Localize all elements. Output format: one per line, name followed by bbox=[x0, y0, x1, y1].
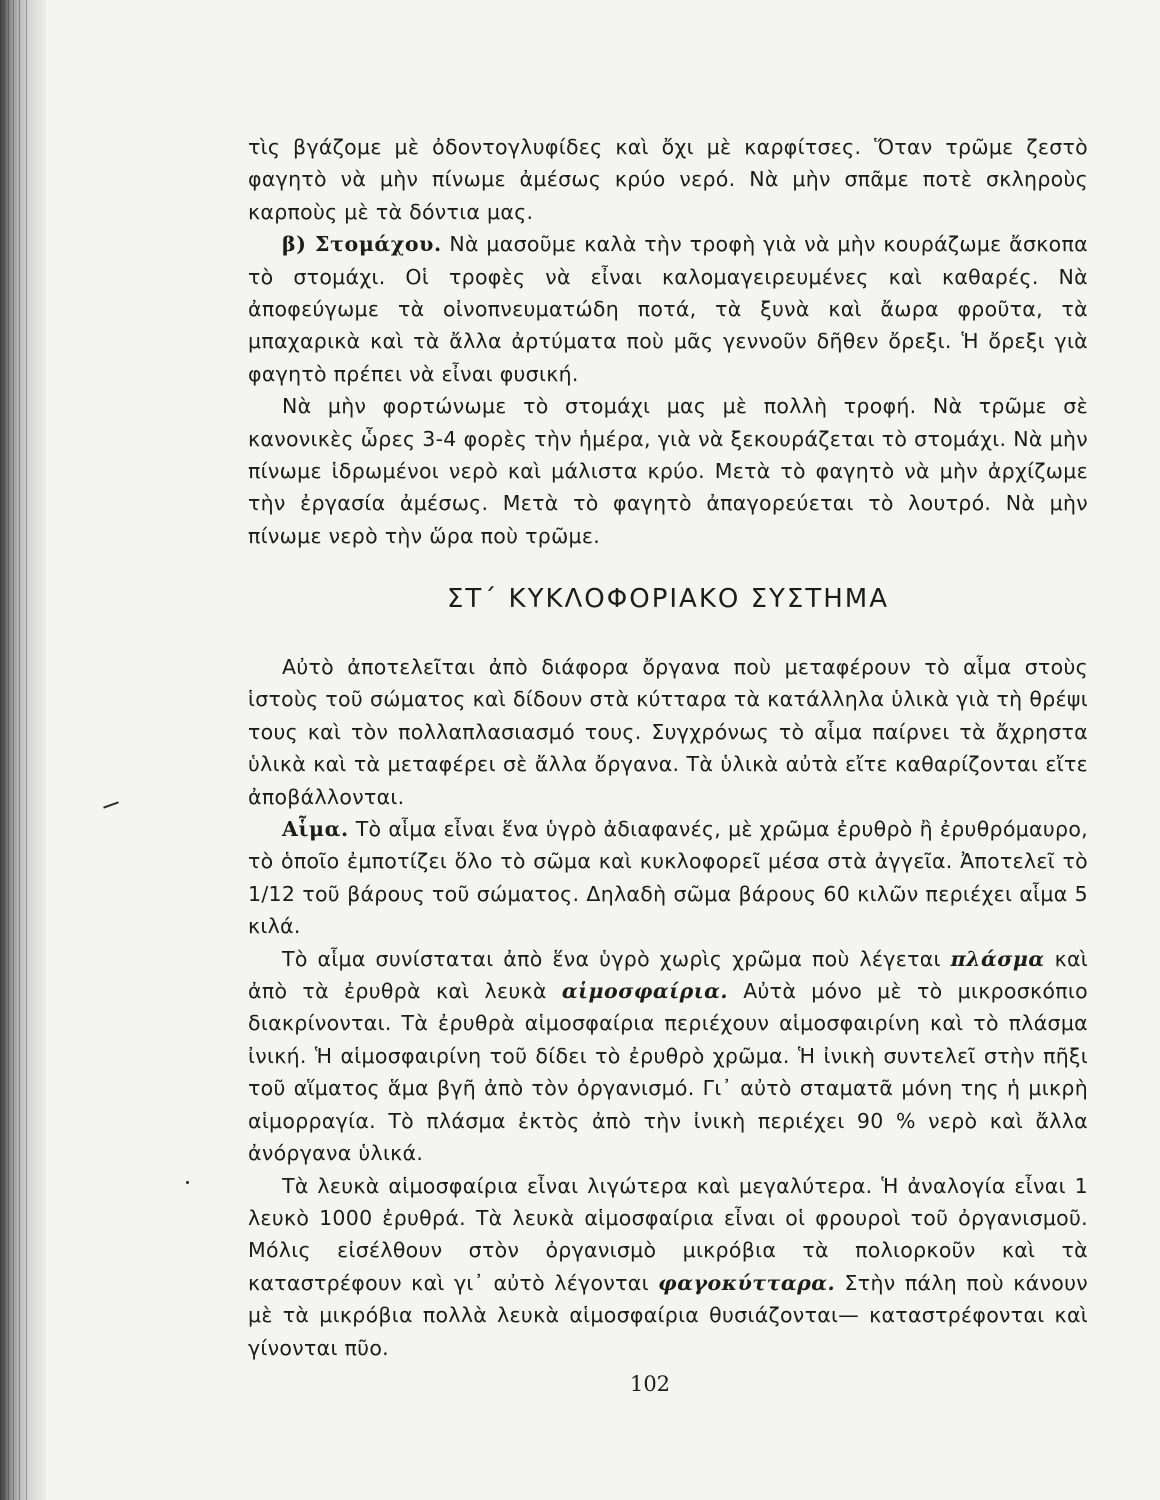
term-phagocytes: φαγοκύτταρα. bbox=[658, 1270, 836, 1295]
plasma-text-a: Τὸ αἷμα συνίσταται ἀπὸ ἕνα ὑγρὸ χωρὶς χρῶμα ποὺ λέγεται bbox=[282, 946, 941, 971]
paragraph-teeth-end: τὶς βγάζομε μὲ ὀδοντογλυφίδες καὶ ὄχι μὲ καρφίτσες. Ὅταν τρῶμε ζεστὸ φαγητὸ νὰ μὴν πίνωμε ἀμέσως κρύο νερό. Νὰ μὴν σπᾶμε ποτὲ σκληροὺς καρποὺς μὲ τὰ δόντια μας. bbox=[248, 135, 1088, 224]
page-number: 102 bbox=[629, 1372, 671, 1396]
term-plasma: πλάσμα bbox=[950, 946, 1045, 971]
top-text-block bbox=[248, 131, 1088, 552]
margin-dot bbox=[186, 1181, 189, 1184]
paragraph-blood bbox=[248, 813, 1088, 943]
white-cells-text-b: Στὴν πάλη ποὺ κάνουν μὲ τὰ μικρόβια πολλὰ λευκὰ αἱμοσφαίρια θυσιάζονται— καταστρέφονται καὶ γίνονται πῦο. bbox=[248, 1270, 1089, 1360]
margin-mark bbox=[103, 801, 119, 808]
blood-heading: Αἷμα. bbox=[282, 817, 349, 842]
paragraph-stomach-load: Νὰ μὴν φορτώνωμε τὸ στομάχι μας μὲ πολλὴ τροφή. Νὰ τρῶμε σὲ κανονικὲς ὧρες 3-4 φορὲς τὴν ἡμέρα, γιὰ νὰ ξεκουράζεται τὸ στομάχι. Νὰ μὴν πίνωμε ἱδρωμένοι νερὸ καὶ μάλιστα κρύο. Μετὰ τὸ φαγητὸ νὰ μὴν ἀρχίζωμε τὴν ἐργασία ἀμέσως. Μετὰ τὸ φαγητὸ ἀπαγορεύεται τὸ λουτρό. Νὰ μὴν πίνωμε νερὸ τὴν ὥρα ποὺ τρῶμε. bbox=[248, 394, 1088, 548]
stomach-heading: β) Στομάχου. bbox=[282, 232, 442, 257]
stomach-text: Νὰ μασοῦμε καλὰ τὴν τροφὴ γιὰ νὰ μὴν κουράζωμε ἄσκοπα τὸ στομάχι. Οἱ τροφὲς νὰ εἶναι καλομαγειρευμένες καὶ καθαρές. Νὰ ἀποφεύγωμε τὰ οἰνοπνευματώδη ποτά, τὰ ξυνὰ καὶ ἄωρα φροῦτα, τὰ μπαχαρικὰ καὶ τὰ ἄλλα ἀρτύματα ποὺ μᾶς γεννοῦν δῆθεν ὄρεξι. Ἡ ὄρεξι γιὰ φαγητὸ πρέπει νὰ εἶναι φυσική. bbox=[248, 232, 1088, 386]
plasma-text-c: Αὐτὰ μόνο μὲ τὸ μικροσκόπιο διακρίνονται. Τὰ ἐρυθρὰ αἱμοσφαίρια περιέχουν αἱμοσφαιρίνη καὶ τὸ πλάσμα ἰνική. Ἡ αἱμοσφαιρίνη τοῦ δίδει τὸ ἐρυθρὸ χρῶμα. Ἡ ἰνικὴ συντελεῖ στὴν πῆξι τοῦ αἵματος ἅμα βγῆ ἀπὸ τὸν ὀργανισμό. Γι᾽ αὐτὸ σταματᾶ μόνη της ἡ μικρὴ αἱμορραγία. Τὸ πλάσμα ἐκτὸς ἀπὸ τὴν ἰνικὴ περιέχει 90 % νερὸ καὶ ἄλλα ἀνόργανα ὑλικά. bbox=[248, 979, 1088, 1166]
white-cells-text-a: Τὰ λευκὰ αἱμοσφαίρια εἶναι λιγώτερα καὶ μεγαλύτερα. Ἡ ἀναλογία εἶναι 1 λευκὸ 1000 ἐρυθρά. Τὰ λευκὰ αἱμοσφαίρια εἶναι οἱ φρουροὶ τοῦ ὀργανισμοῦ. Μόλις εἰσέλθουν στὸν ὀργανισμὸ μικρόβια τὰ πολιορκοῦν καὶ τὰ καταστρέφουν καὶ γι᾽ αὐτὸ λέγονται bbox=[248, 1173, 1088, 1295]
book-binding-edge bbox=[0, 0, 46, 1500]
paragraph-white-cells bbox=[248, 1170, 1088, 1364]
term-blood-cells: αἱμοσφαίρια. bbox=[561, 979, 729, 1004]
paragraph-circulatory-intro: Αὐτὸ ἀποτελεῖται ἀπὸ διάφορα ὄργανα ποὺ μεταφέρουν τὸ αἷμα στοὺς ἱστοὺς τοῦ σώματος καὶ δίδουν στὰ κύτταρα τὰ κατάλληλα ὑλικὰ γιὰ τὴ θρέψι τους καὶ τὸν πολλαπλασιασμό τους. Συγχρόνως τὸ αἷμα παίρνει τὰ ἄχρηστα ὑλικὰ καὶ τὰ μεταφέρει σὲ ἄλλα ὄργανα. Τὰ ὑλικὰ αὐτὰ εἴτε καθαρίζονται εἴτε ἀποβάλλονται. bbox=[248, 655, 1088, 809]
plasma-text-b: καὶ ἀπὸ τὰ ἐρυθρὰ καὶ λευκὰ bbox=[248, 946, 1088, 1004]
paragraph-plasma bbox=[248, 943, 1088, 1170]
blood-text: Τὸ αἷμα εἶναι ἕνα ὑγρὸ ἀδιαφανές, μὲ χρῶμα ἐρυθρὸ ἢ ἐρυθρόμαυρο, τὸ ὁποῖο ἐμποτίζει ὅλο τὸ σῶμα καὶ κυκλοφορεῖ μέσα στὰ ἀγγεῖα. Ἀποτελεῖ τὸ 1/12 τοῦ βάρους τοῦ σώματος. Δηλαδὴ σῶμα βάρους 60 κιλῶν περιέχει αἷμα 5 κιλά. bbox=[248, 817, 1088, 939]
bottom-text-block bbox=[248, 651, 1088, 1364]
section-heading: ΣΤ΄ ΚΥΚΛΟΦΟΡΙΑΚΟ ΣΥΣΤΗΜΑ bbox=[446, 584, 890, 614]
paragraph-stomach bbox=[248, 228, 1088, 390]
